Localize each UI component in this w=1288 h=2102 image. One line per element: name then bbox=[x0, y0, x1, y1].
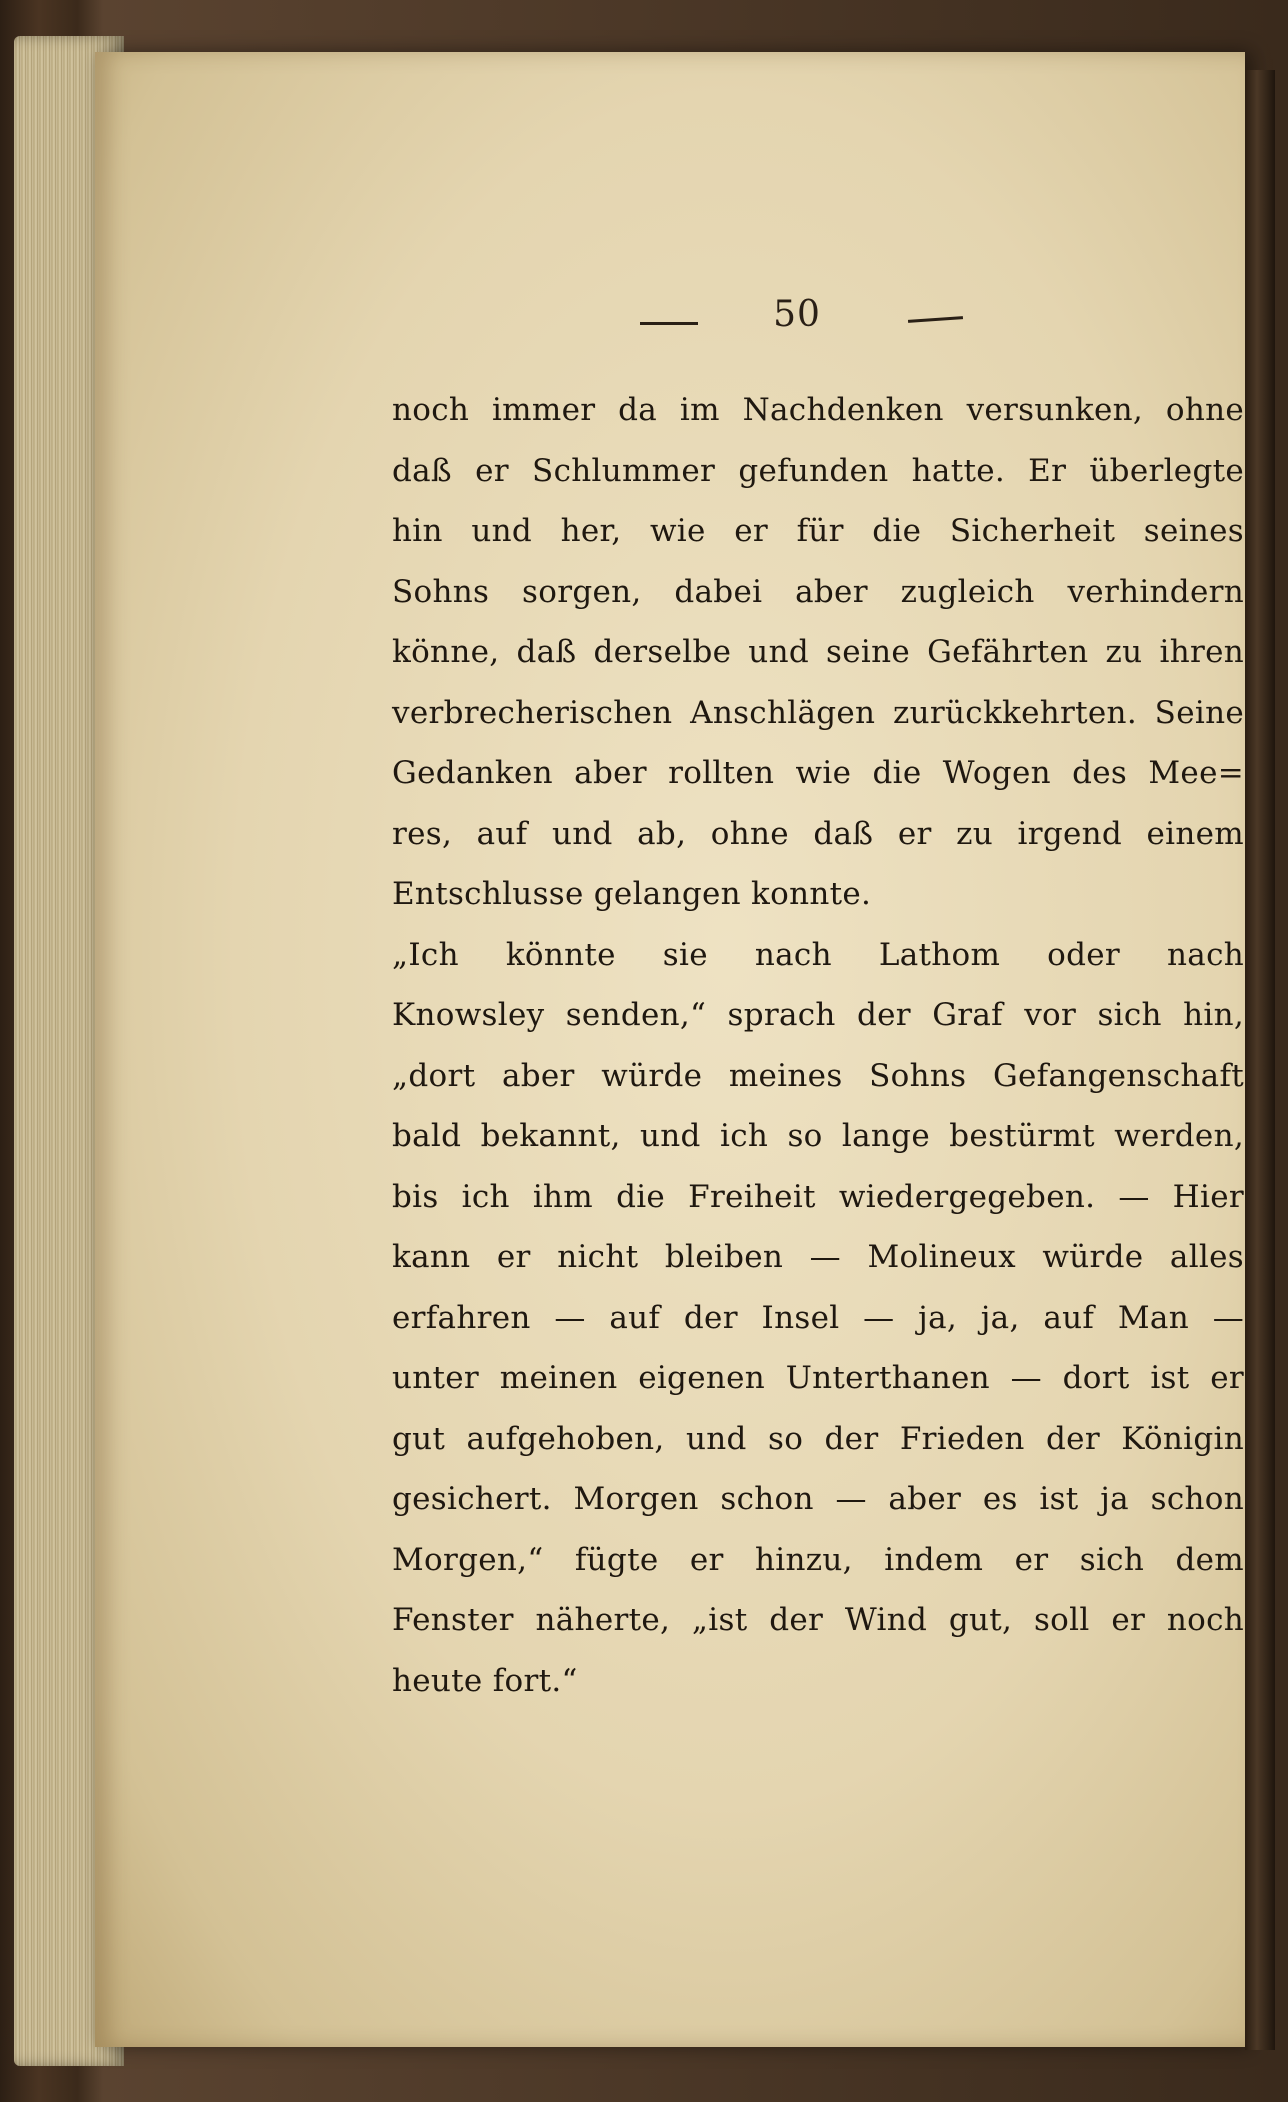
text-line: könne, daß derselbe und seine Gefährten zu ihren bbox=[392, 634, 1244, 670]
text-line: Knowsley senden,“ sprach der Graf vor sich hin, bbox=[392, 997, 1244, 1033]
text-line: bald bekannt, und ich so lange bestürmt werden, bbox=[392, 1118, 1244, 1154]
text-line: unter meinen eigenen Unterthanen — dort ist er bbox=[392, 1360, 1244, 1396]
page-header bbox=[95, 292, 1245, 352]
book-page bbox=[95, 52, 1245, 2047]
text-line: verbrecherischen Anschlägen zurückkehrten. Seine bbox=[392, 694, 1244, 731]
book-binding-edge bbox=[1245, 70, 1275, 2050]
text-line: gut aufgehoben, und so der Frieden der Königin bbox=[392, 1420, 1244, 1457]
text-line: erfahren — auf der Insel — ja, ja, auf Man — bbox=[392, 1299, 1244, 1336]
text-line: res, auf und ab, ohne daß er zu irgend einem bbox=[392, 815, 1244, 852]
text-line: Sohns sorgen, dabei aber zugleich verhindern bbox=[392, 573, 1244, 610]
text-line: kann er nicht bleiben — Molineux würde alles bbox=[392, 1239, 1244, 1275]
text-line: heute fort.“ bbox=[392, 1662, 578, 1699]
text-line: Fenster näherte, „ist der Wind gut, soll er noch bbox=[392, 1602, 1244, 1638]
page-number: 50 bbox=[773, 294, 821, 335]
text-line: Morgen,“ fügte er hinzu, indem er sich dem bbox=[392, 1541, 1244, 1578]
text-line: „Ich könnte sie nach Lathom oder nach bbox=[392, 936, 1244, 973]
header-dash-left bbox=[640, 322, 698, 325]
body-text bbox=[392, 380, 1244, 1711]
text-line: Entschlusse gelangen konnte. bbox=[392, 876, 872, 912]
header-dash-right bbox=[908, 316, 963, 323]
text-line: „dort aber würde meines Sohns Gefangenschaft bbox=[392, 1057, 1244, 1094]
text-line: hin und her, wie er für die Sicherheit seines bbox=[392, 513, 1244, 549]
text-line: Gedanken aber rollten wie die Wogen des Mee= bbox=[392, 755, 1244, 791]
text-line: daß er Schlummer gefunden hatte. Er überlegte bbox=[392, 452, 1244, 489]
text-line: noch immer da im Nachdenken versunken, ohne bbox=[392, 392, 1244, 428]
text-line: bis ich ihm die Freiheit wiedergegeben. — Hier bbox=[392, 1178, 1244, 1215]
text-line: gesichert. Morgen schon — aber es ist ja schon bbox=[392, 1481, 1244, 1517]
